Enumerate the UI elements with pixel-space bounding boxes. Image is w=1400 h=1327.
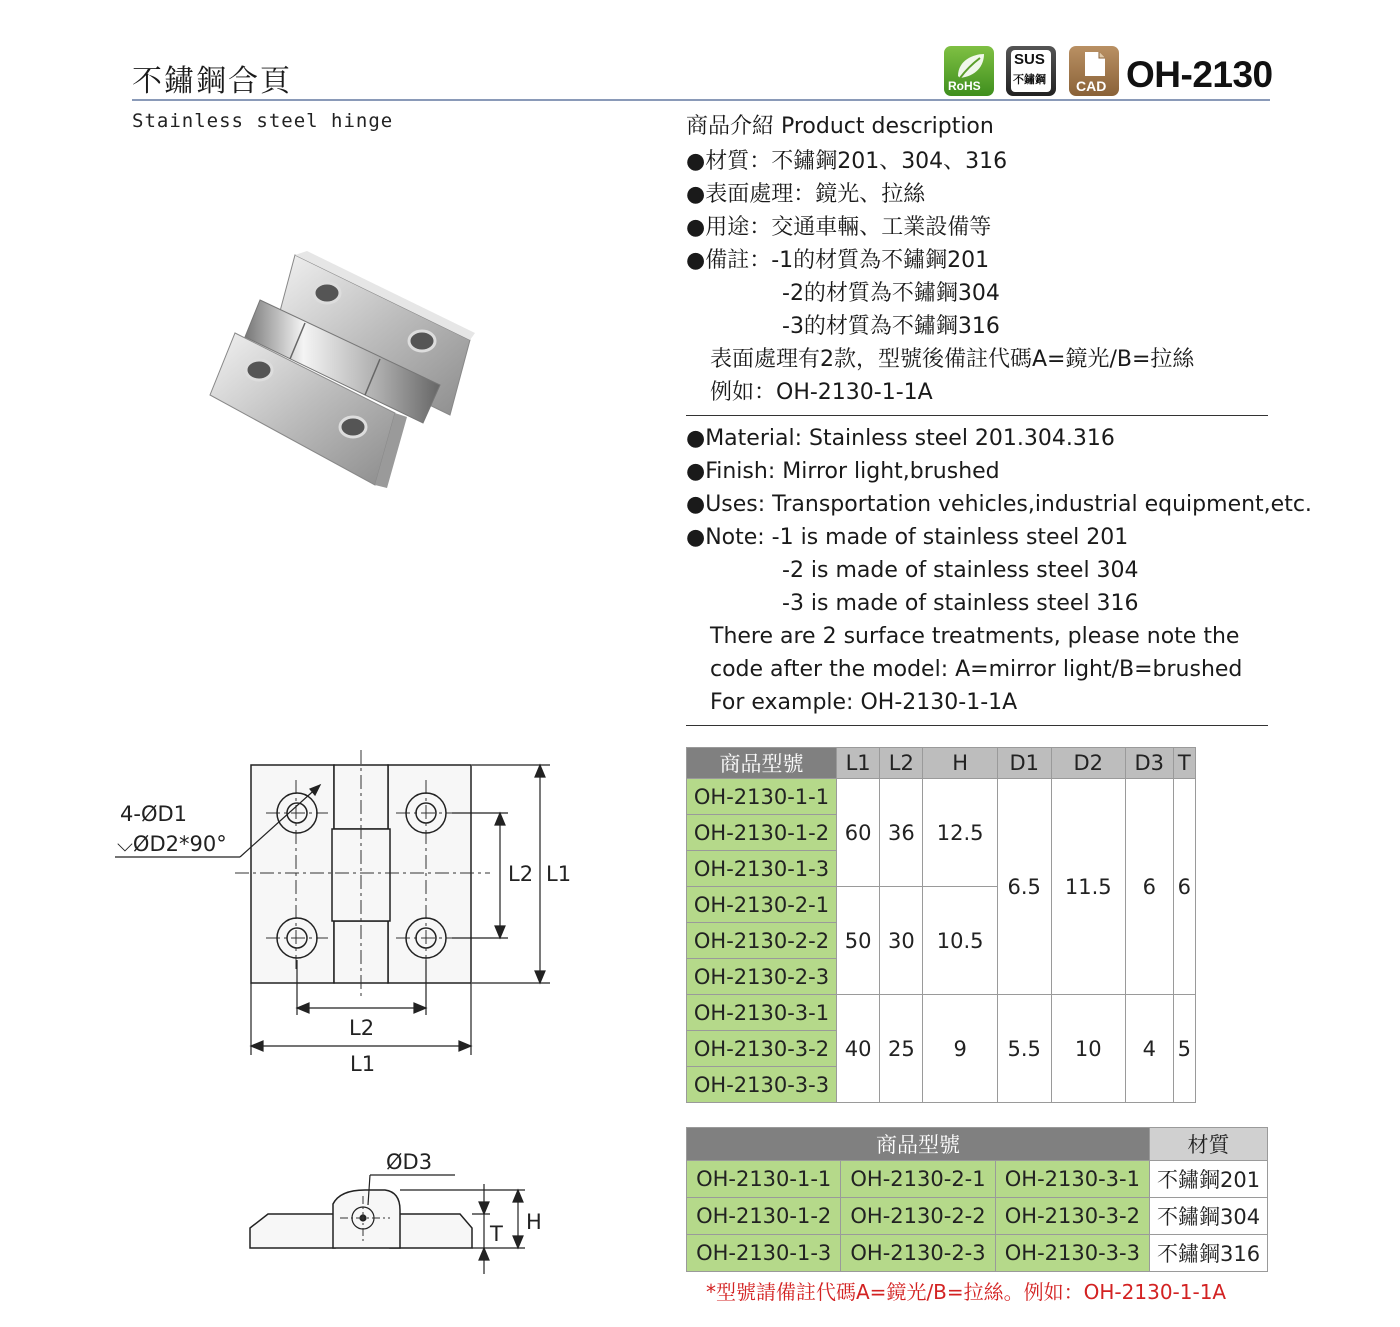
header-divider — [132, 99, 1270, 101]
model-cell: OH-2130-1-2 — [687, 815, 837, 851]
material-cell: 不鏽鋼316 — [1150, 1235, 1268, 1272]
desc-en-material: ●Material: Stainless steel 201.304.316 — [686, 426, 1115, 451]
value-cell: 10 — [1051, 995, 1125, 1103]
cad-badge — [1069, 46, 1119, 96]
value-cell: 60 — [837, 779, 880, 887]
desc-zh-note-2: -2的材質為不鏽鋼304 — [782, 281, 1000, 306]
model-cell: OH-2130-3-3 — [687, 1067, 837, 1103]
desc-zh-example: 例如：OH-2130-1-1A — [710, 380, 933, 405]
side-view-drawing — [240, 1170, 560, 1280]
table-row — [687, 995, 1196, 1031]
value-cell: 9 — [923, 995, 997, 1103]
dim-l1-horizontal: L1 — [350, 1052, 376, 1076]
section-divider — [686, 415, 1268, 416]
sus-badge-label: SUS — [1014, 51, 1045, 68]
col-header-d3: D3 — [1125, 748, 1173, 779]
value-cell: 6 — [1125, 779, 1173, 995]
spec-table — [686, 747, 1196, 1103]
dim-h: H — [526, 1210, 542, 1234]
model-cell: OH-2130-1-3 — [687, 1235, 841, 1272]
model-code: OH-2130 — [1126, 54, 1273, 95]
model-cell: OH-2130-2-3 — [841, 1235, 995, 1272]
col-header-material: 材質 — [1150, 1128, 1268, 1161]
col-header-model: 商品型號 — [687, 1128, 1150, 1161]
value-cell: 5.5 — [997, 995, 1051, 1103]
desc-zh-finish: ●表面處理：鏡光、拉絲 — [686, 182, 926, 207]
hole-label: 4-ØD1 — [120, 802, 187, 826]
value-cell: 30 — [880, 887, 923, 995]
value-cell: 6.5 — [997, 779, 1051, 995]
col-header-h: H — [923, 748, 997, 779]
hinge-photo — [195, 245, 485, 495]
table-row — [687, 1198, 1268, 1235]
value-cell: 11.5 — [1051, 779, 1125, 995]
desc-en-example: For example: OH-2130-1-1A — [710, 690, 1018, 715]
desc-zh-note-3: -3的材質為不鏽鋼316 — [782, 314, 1000, 339]
front-view-drawing — [110, 745, 580, 1095]
col-header-l1: L1 — [837, 748, 880, 779]
desc-zh-material: ●材質：不鏽鋼201、304、316 — [686, 149, 1008, 174]
model-cell: OH-2130-2-2 — [841, 1198, 995, 1235]
model-cell: OH-2130-1-1 — [687, 779, 837, 815]
model-cell: OH-2130-2-1 — [687, 887, 837, 923]
col-header-l2: L2 — [880, 748, 923, 779]
table-header-row — [687, 1128, 1268, 1161]
desc-en-note-3: -3 is made of stainless steel 316 — [782, 591, 1139, 616]
model-cell: OH-2130-3-1 — [687, 995, 837, 1031]
section-divider-2 — [686, 725, 1268, 726]
value-cell: 10.5 — [923, 887, 997, 995]
model-cell: OH-2130-2-2 — [687, 923, 837, 959]
countersink-label: ⌵ØD2*90° — [117, 832, 227, 856]
value-cell: 4 — [1125, 995, 1173, 1103]
desc-en-surface-2: code after the model: A=mirror light/B=brushed — [710, 657, 1243, 682]
model-cell: OH-2130-3-3 — [995, 1235, 1149, 1272]
material-cell: 不鏽鋼304 — [1150, 1198, 1268, 1235]
col-header-d2: D2 — [1051, 748, 1125, 779]
model-cell: OH-2130-1-1 — [687, 1161, 841, 1198]
model-cell: OH-2130-3-2 — [995, 1198, 1149, 1235]
value-cell: 6 — [1173, 779, 1195, 995]
page-subtitle: Stainless steel hinge — [132, 110, 394, 132]
page-title: 不鏽鋼合頁 — [132, 64, 292, 99]
value-cell: 50 — [837, 887, 880, 995]
table-row — [687, 779, 1196, 815]
value-cell: 5 — [1173, 995, 1195, 1103]
table-row — [687, 1235, 1268, 1272]
desc-zh-uses: ●用途：交通車輛、工業設備等 — [686, 215, 992, 240]
rohs-badge — [944, 46, 994, 96]
model-cell: OH-2130-1-3 — [687, 851, 837, 887]
model-cell: OH-2130-1-2 — [687, 1198, 841, 1235]
desc-en-surface-1: There are 2 surface treatments, please note the — [710, 624, 1240, 649]
sus-badge — [1006, 46, 1056, 96]
model-cell: OH-2130-3-2 — [687, 1031, 837, 1067]
desc-en-note: ●Note: -1 is made of stainless steel 201 — [686, 525, 1129, 550]
col-header-model: 商品型號 — [687, 748, 837, 779]
desc-zh-note: ●備註：-1的材質為不鏽鋼201 — [686, 248, 990, 273]
col-header-t: T — [1173, 748, 1195, 779]
value-cell: 36 — [880, 779, 923, 887]
desc-en-note-2: -2 is made of stainless steel 304 — [782, 558, 1139, 583]
desc-en-uses: ●Uses: Transportation vehicles,industrial equipment,etc. — [686, 492, 1312, 517]
desc-zh-surface: 表面處理有2款，型號後備註代碼A=鏡光/B=拉絲 — [710, 347, 1195, 372]
table-header-row — [687, 748, 1196, 779]
cad-badge-label: CAD — [1076, 78, 1107, 94]
col-header-d1: D1 — [997, 748, 1051, 779]
value-cell: 40 — [837, 995, 880, 1103]
model-cell: OH-2130-2-1 — [841, 1161, 995, 1198]
material-table — [686, 1127, 1268, 1272]
table-row — [687, 1161, 1268, 1198]
dim-t: T — [490, 1222, 503, 1246]
sus-badge-sublabel: 不鏽鋼 — [1013, 73, 1046, 86]
footnote: *型號請備註代碼A=鏡光/B=拉絲。例如：OH-2130-1-1A — [706, 1280, 1227, 1304]
rohs-badge-label: RoHS — [948, 79, 981, 93]
model-cell: OH-2130-2-3 — [687, 959, 837, 995]
description-heading: 商品介紹 Product description — [686, 114, 994, 139]
dim-d3: ØD3 — [386, 1150, 433, 1174]
dim-l1-vertical: L1 — [546, 862, 572, 886]
model-cell: OH-2130-3-1 — [995, 1161, 1149, 1198]
dim-l2-vertical: L2 — [508, 862, 534, 886]
desc-en-finish: ●Finish: Mirror light,brushed — [686, 459, 1000, 484]
dim-l2-horizontal: L2 — [349, 1016, 375, 1040]
value-cell: 25 — [880, 995, 923, 1103]
value-cell: 12.5 — [923, 779, 997, 887]
material-cell: 不鏽鋼201 — [1150, 1161, 1268, 1198]
